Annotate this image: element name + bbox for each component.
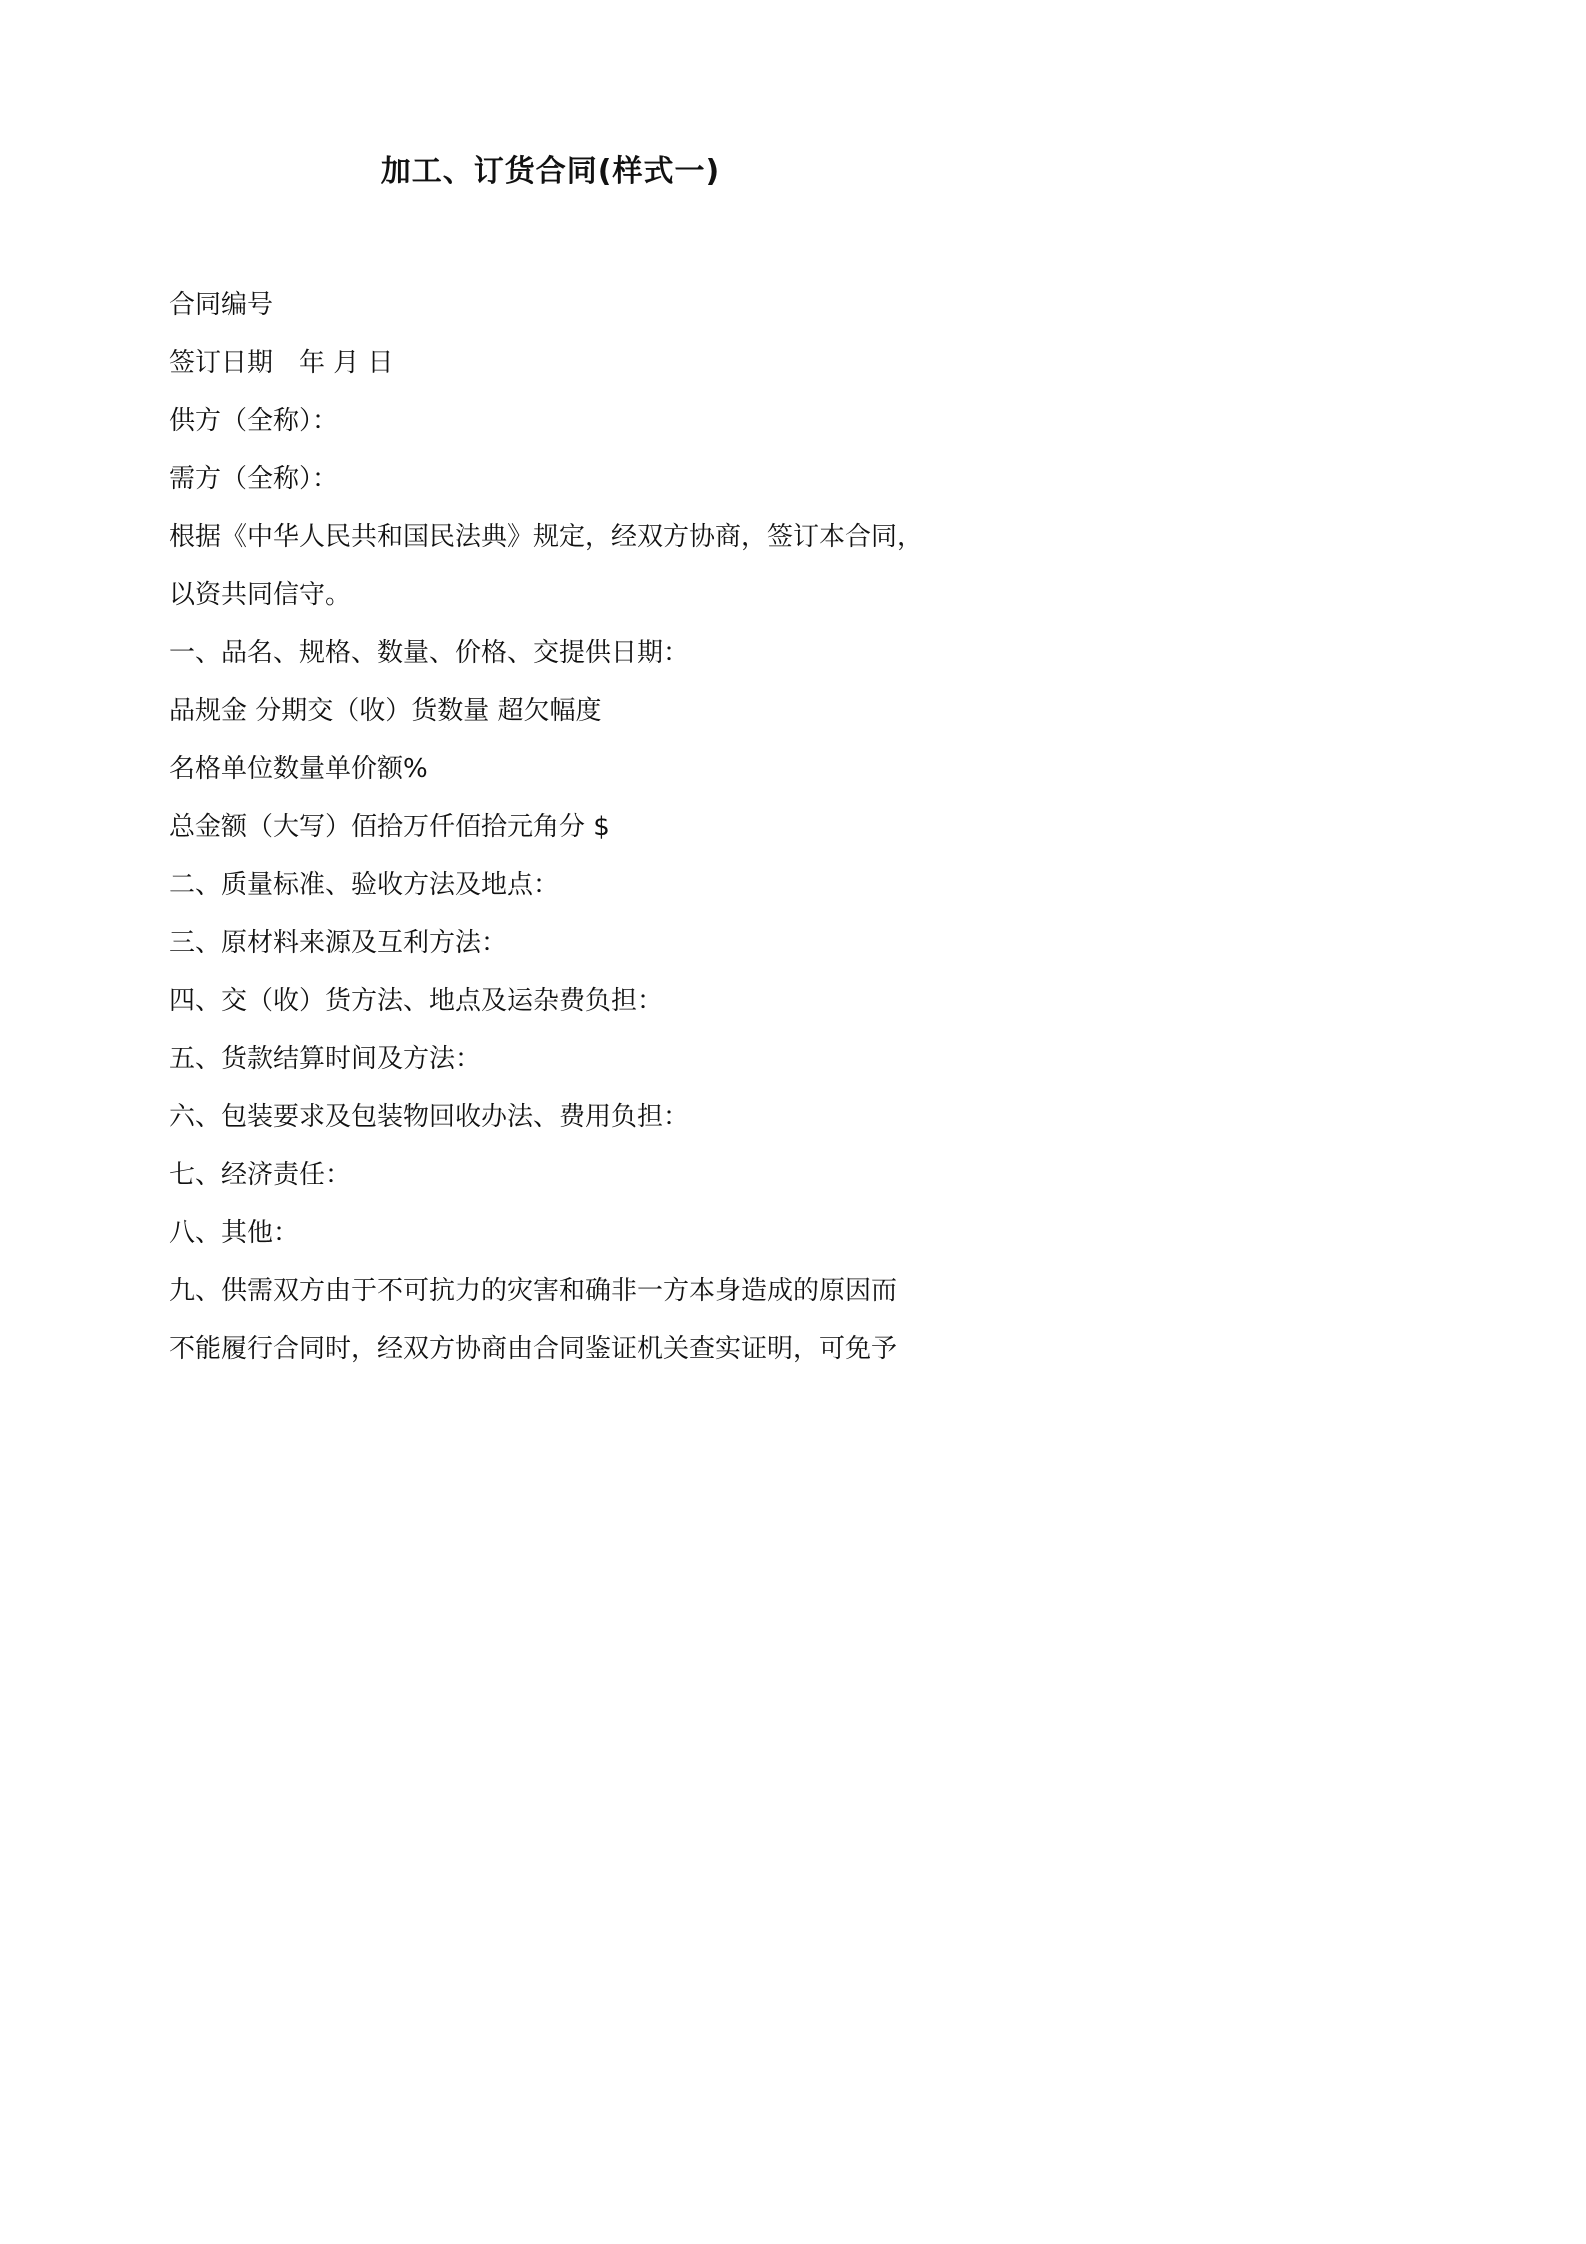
clause-3-heading: 三、原材料来源及互利方法： [169, 928, 508, 958]
clause-8-heading: 八、其他： [169, 1218, 300, 1248]
clause-9-line-1: 九、供需双方由于不可抗力的灾害和确非一方本身造成的原因而 [169, 1276, 898, 1306]
clause-2-heading: 二、质量标准、验收方法及地点： [169, 870, 560, 900]
supplier-line: 供方（全称）： [169, 406, 339, 436]
goods-table-header-row-2: 名格单位数量单价额% [169, 754, 428, 784]
preamble-line-2: 以资共同信守。 [169, 580, 352, 610]
document-title: 加工、订货合同(样式一) [380, 154, 721, 189]
document-page [0, 0, 1101, 1558]
document-body [169, 283, 949, 1385]
clause-4-heading: 四、交（收）货方法、地点及运杂费负担： [169, 986, 664, 1016]
preamble-line-1: 根据《中华人民共和国民法典》规定，经双方协商，签订本合同， [169, 522, 924, 552]
buyer-line: 需方（全称）： [169, 464, 339, 494]
clause-6-heading: 六、包装要求及包装物回收办法、费用负担： [169, 1102, 690, 1132]
signing-date-line: 签订日期 年 月 日 [169, 348, 394, 378]
clause-7-heading: 七、经济责任： [169, 1160, 352, 1190]
total-amount-line: 总金额（大写）佰拾万仟佰拾元角分 $ [169, 812, 610, 842]
goods-table-header-row-1: 品规金 分期交（收）货数量 超欠幅度 [169, 696, 602, 726]
clause-9-line-2: 不能履行合同时，经双方协商由合同鉴证机关查实证明，可免予 [169, 1334, 898, 1364]
clause-5-heading: 五、货款结算时间及方法： [169, 1044, 482, 1074]
clause-1-heading: 一、品名、规格、数量、价格、交提供日期： [169, 638, 690, 668]
contract-number-line: 合同编号 [169, 290, 274, 320]
